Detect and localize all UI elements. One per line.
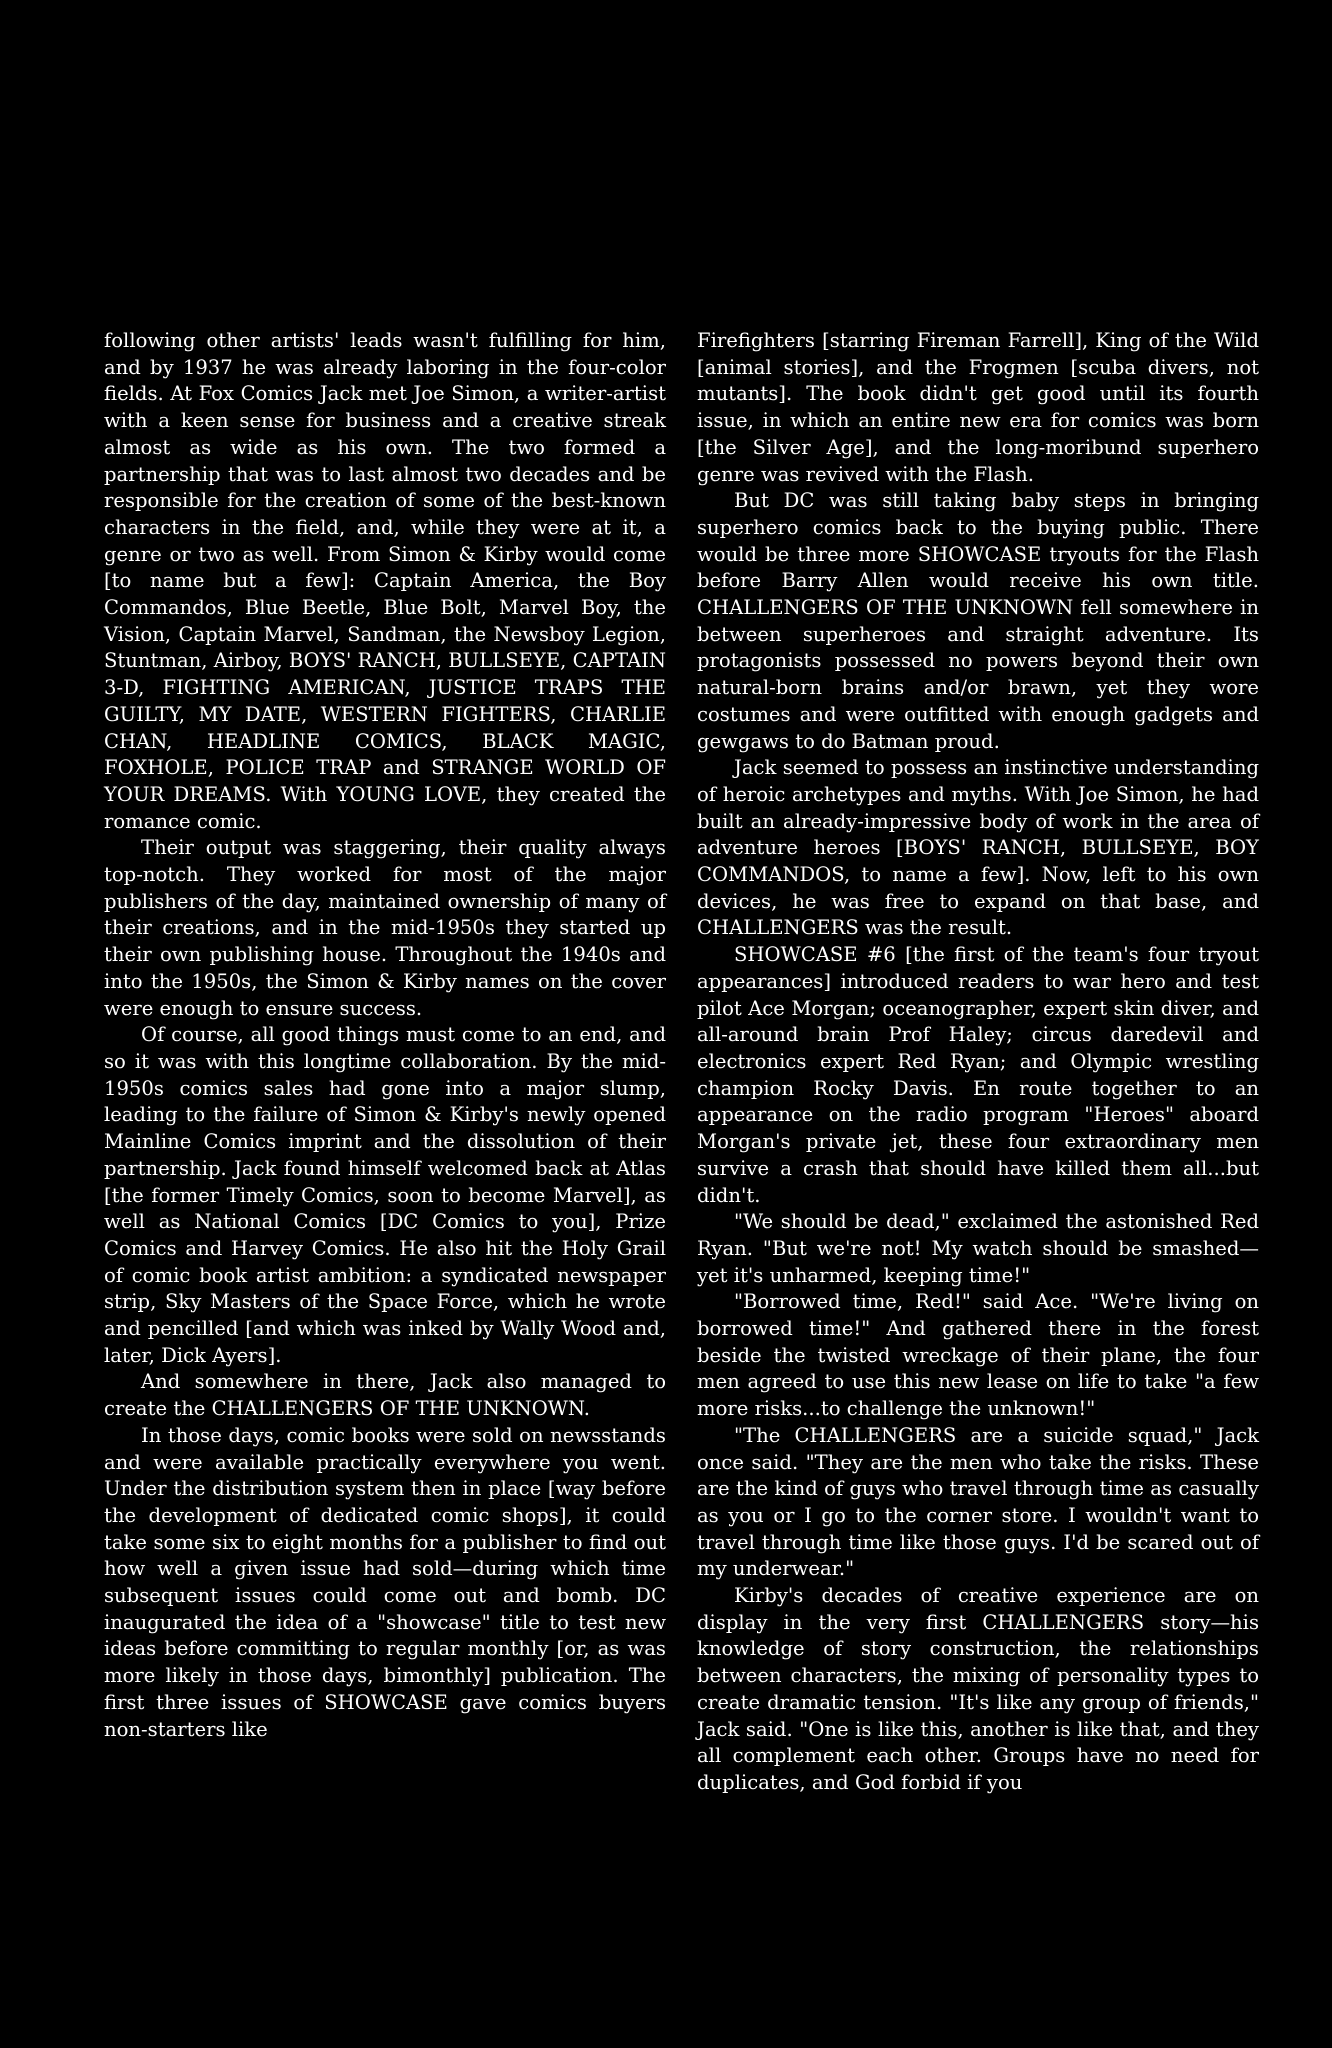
paragraph: "Borrowed time, Red!" said Ace. "We're living on borrowed time!" And gathered there in the forest beside the twisted wreckage of their plane, the four men agreed to use this new lease on life to take "a few more risks...to challenge the unknown!" [697,1290,1259,1421]
paragraph: Jack seemed to possess an instinctive understanding of heroic archetypes and myths. With Joe Simon, he had built an already-impressive body of work in the area of adventure heroes [BOYS' RANCH, BULLSEYE, BOY COMMANDOS, to name a few]. Now, left to his own devices, he was free to expand on that base, and CHALLENGERS was the result. [697,756,1259,940]
left-column [104,328,666,1743]
paragraph: "The CHALLENGERS are a suicide squad," Jack once said. "They are the men who take the risks. These are the kind of guys who travel through time as casually as you or I go to the corner store. I wouldn't want to travel through time like those guys. I'd be scared out of my underwear." [697,1423,1259,1581]
paragraph: And somewhere in there, Jack also managed to create the CHALLENGERS OF THE UNKNOWN. [104,1370,666,1421]
paragraph: following other artists' leads wasn't fulfilling for him, and by 1937 he was already laboring in the four-color fields. At Fox Comics Jack met Joe Simon, a writer-artist with a keen sense for business and a creative streak almost as wide as his own. The two formed a partnership that was to last almost two decades and be responsible for the creation of some of the best-known characters in the field, and, while they were at it, a genre or two as well. From Simon & Kirby would come [to name but a few]: Captain America, the Boy Commandos, Blue Beetle, Blue Bolt, Marvel Boy, the Vision, Captain Marvel, Sandman, the Newsboy Legion, Stuntman, Airboy, BOYS' RANCH, BULLSEYE, CAPTAIN 3-D, FIGHTING AMERICAN, JUSTICE TRAPS THE GUILTY, MY DATE, WESTERN FIGHTERS, CHARLIE CHAN, HEADLINE COMICS, BLACK MAGIC, FOXHOLE, POLICE TRAP and STRANGE WORLD OF YOUR DREAMS. With YOUNG LOVE, they created the romance comic. [104,329,666,833]
paragraph: In those days, comic books were sold on newsstands and were available practically everywhere you went. Under the distribution system then in place [way before the development of dedicated comic shops], it could take some six to eight months for a publisher to find out how well a given issue had sold—during which time subsequent issues could come out and bomb. DC inaugurated the idea of a "showcase" title to test new ideas before committing to regular monthly [or, as was more likely in those days, bimonthly] publication. The first three issues of SHOWCASE gave comics buyers non-starters like [104,1423,666,1741]
paragraph: Kirby's decades of creative experience are on display in the very first CHALLENGERS story—his knowledge of story construction, the relationships between characters, the mixing of personality types to create dramatic tension. "It's like any group of friends," Jack said. "One is like this, another is like that, and they all complement each other. Groups have no need for duplicates, and God forbid if you [697,1584,1259,1794]
paragraph: Of course, all good things must come to an end, and so it was with this longtime collaboration. By the mid-1950s comics sales had gone into a major slump, leading to the failure of Simon & Kirby's newly opened Mainline Comics imprint and the dissolution of their partnership. Jack found himself welcomed back at Atlas [the former Timely Comics, soon to become Marvel], as well as National Comics [DC Comics to you], Prize Comics and Harvey Comics. He also hit the Holy Grail of comic book artist ambition: a syndicated newspaper strip, Sky Masters of the Space Force, which he wrote and pencilled [and which was inked by Wally Wood and, later, Dick Ayers]. [104,1023,666,1367]
paragraph: "We should be dead," exclaimed the astonished Red Ryan. "But we're not! My watch should be smashed—yet it's unharmed, keeping time!" [697,1210,1259,1287]
paragraph: Their output was staggering, their quality always top-notch. They worked for most of the major publishers of the day, maintained ownership of many of their creations, and in the mid-1950s they started up their own publishing house. Throughout the 1940s and into the 1950s, the Simon & Kirby names on the cover were enough to ensure success. [104,836,666,1020]
paragraph: But DC was still taking baby steps in bringing superhero comics back to the buying public. There would be three more SHOWCASE tryouts for the Flash before Barry Allen would receive his own title. CHALLENGERS OF THE UNKNOWN fell somewhere in between superheroes and straight adventure. Its protagonists possessed no powers beyond their own natural-born brains and/or brawn, yet they wore costumes and were outfitted with enough gadgets and gewgaws to do Batman proud. [697,489,1259,753]
paragraph: SHOWCASE #6 [the first of the team's four tryout appearances] introduced readers to war hero and test pilot Ace Morgan; oceanographer, expert skin diver, and all-around brain Prof Haley; circus daredevil and electronics expert Red Ryan; and Olympic wrestling champion Rocky Davis. En route together to an appearance on the radio program "Heroes" aboard Morgan's private jet, these four extraordinary men survive a crash that should have killed them all...but didn't. [697,943,1259,1207]
paragraph: Firefighters [starring Fireman Farrell], King of the Wild [animal stories], and the Frogmen [scuba divers, not mutants]. The book didn't get good until its fourth issue, in which an entire new era for comics was born [the Silver Age], and the long-moribund superhero genre was revived with the Flash. [697,329,1259,486]
right-column [697,328,1259,1797]
